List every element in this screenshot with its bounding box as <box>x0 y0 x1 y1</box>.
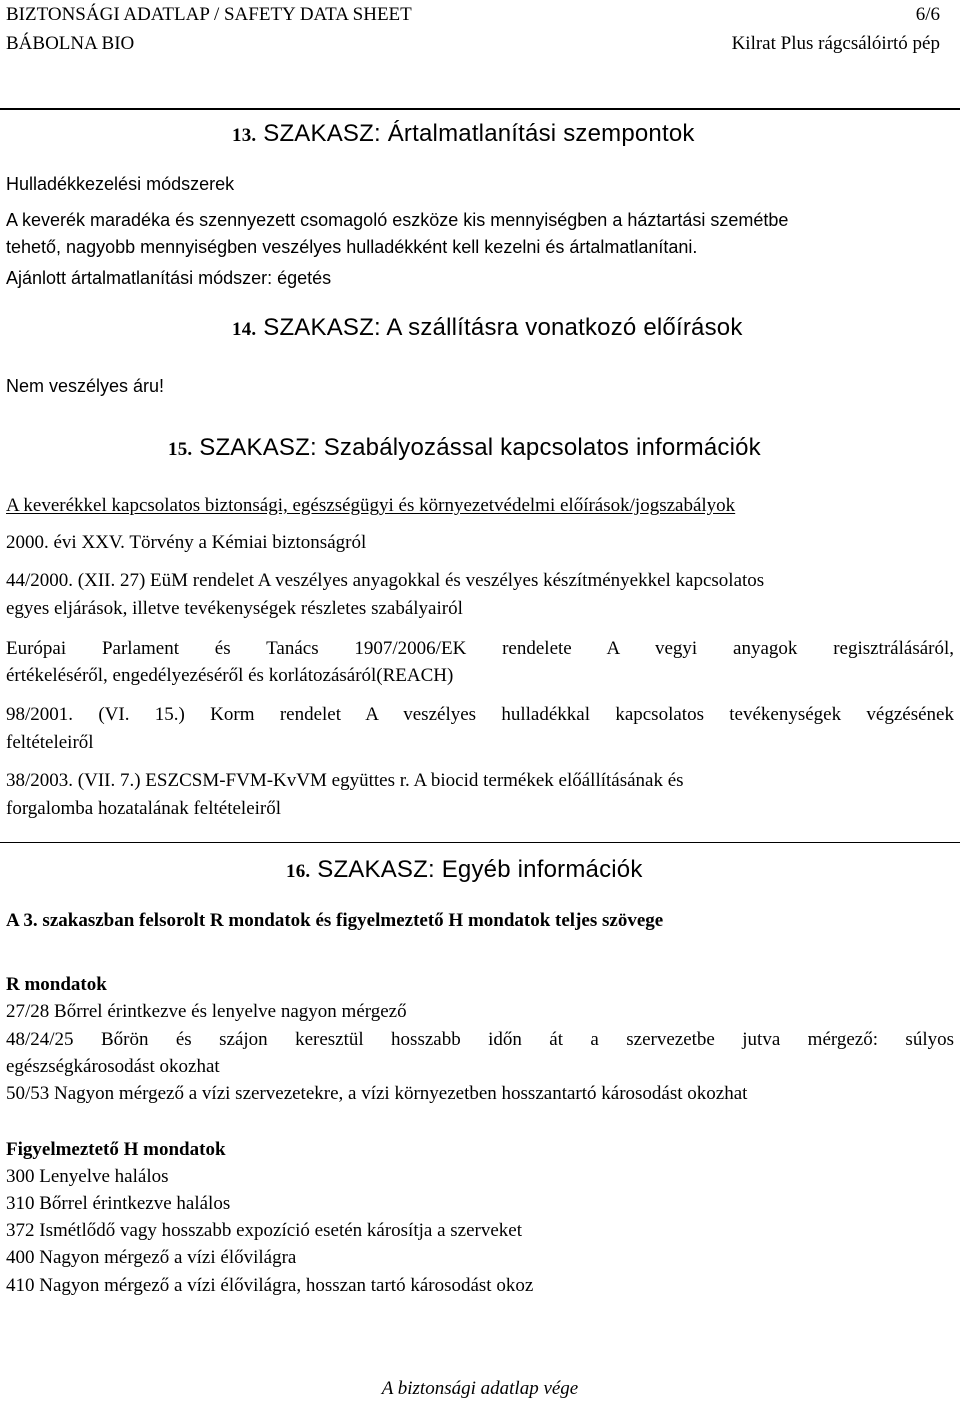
section-15-number: 15. <box>168 439 193 460</box>
transport-status: Nem veszélyes áru! <box>6 376 165 396</box>
header-rule <box>0 108 960 110</box>
law-4-line-2: feltételeiről <box>6 732 94 753</box>
r-phrase-1: 27/28 Bőrrel érintkezve és lenyelve nagyon mérgező <box>6 1001 407 1022</box>
section-15-rule <box>0 842 960 843</box>
section-13-title: SZAKASZ: Ártalmatlanítási szempontok <box>263 120 695 147</box>
header-product: Kilrat Plus rágcsálóirtó pép <box>731 33 940 54</box>
regulations-heading-text: A keverékkel kapcsolatos biztonsági, egészségügyi és környezetvédelmi előírások/jogszabályok <box>6 495 736 516</box>
waste-methods-label: Hulladékkezelési módszerek <box>6 174 235 194</box>
section-15-title: SZAKASZ: Szabályozással kapcsolatos információk <box>199 434 761 461</box>
h-phrase-410: 410 Nagyon mérgező a vízi élővilágra, hosszan tartó károsodást okoz <box>6 1275 534 1296</box>
law-3-line-1: Európai Parlament és Tanács 1907/2006/EK rendelete A vegyi anyagok regisztrálásáról, <box>6 638 954 659</box>
disposal-text-line-1: A keverék maradéka és szennyezett csomagoló eszköze kis mennyiségben a háztartási szemétbe <box>6 210 789 230</box>
header-doc-title: BIZTONSÁGI ADATLAP / SAFETY DATA SHEET <box>6 4 412 25</box>
page-number: 6/6 <box>915 4 940 25</box>
law-5-line-2: forgalomba hozatalának feltételeiről <box>6 798 282 819</box>
law-1: 2000. évi XXV. Törvény a Kémiai biztonságról <box>6 532 367 553</box>
section-16-heading <box>286 856 643 884</box>
regulations-heading <box>6 495 735 517</box>
section-15-heading <box>168 434 761 462</box>
h-phrase-300: 300 Lenyelve halálos <box>6 1166 169 1187</box>
h-phrase-400: 400 Nagyon mérgező a vízi élővilágra <box>6 1247 297 1268</box>
header-company: BÁBOLNA BIO <box>6 33 135 54</box>
law-2-line-2: egyes eljárások, illetve tevékenységek részletes szabályairól <box>6 598 463 619</box>
recommended-disposal-method: Ajánlott ártalmatlanítási módszer: égetés <box>6 268 332 288</box>
law-2-line-1: 44/2000. (XII. 27) EüM rendelet A veszélyes anyagokkal és veszélyes készítményekkel kapcsolatos <box>6 570 765 591</box>
phrases-intro: A 3. szakaszban felsorolt R mondatok és figyelmeztető H mondatok teljes szövege <box>6 910 664 931</box>
section-14-heading <box>232 314 743 342</box>
section-13-number: 13. <box>232 125 257 146</box>
h-phrase-310: 310 Bőrrel érintkezve halálos <box>6 1193 231 1214</box>
document-end-note: A biztonsági adatlap vége <box>381 1378 579 1399</box>
r-phrase-2-line-1: 48/24/25 Bőrön és szájon keresztül hosszabb időn át a szervezetbe jutva mérgező: súlyos <box>6 1029 954 1050</box>
r-phrase-3: 50/53 Nagyon mérgező a vízi szervezetekre, a vízi környezetben hosszantartó károsodást okozhat <box>6 1083 748 1104</box>
h-phrase-372: 372 Ismétlődő vagy hosszabb expozíció esetén károsítja a szerveket <box>6 1220 522 1241</box>
section-16-number: 16. <box>286 861 311 882</box>
section-14-number: 14. <box>232 319 257 340</box>
section-16-title: SZAKASZ: Egyéb információk <box>317 856 643 883</box>
law-3-line-2: értékeléséről, engedélyezéséről és korlátozásáról(REACH) <box>6 665 454 686</box>
section-13-heading <box>232 120 695 148</box>
disposal-text-line-2: tehető, nagyobb mennyiségben veszélyes hulladékként kell kezelni és ártalmatlanítani. <box>6 237 698 257</box>
section-14-title: SZAKASZ: A szállításra vonatkozó előírások <box>263 314 743 341</box>
r-phrase-2-line-2: egészségkárosodást okozhat <box>6 1056 220 1077</box>
r-phrases-heading: R mondatok <box>6 974 107 995</box>
law-5-line-1: 38/2003. (VII. 7.) ESZCSM-FVM-KvVM együttes r. A biocid termékek előállításának és <box>6 770 684 791</box>
law-4-line-1: 98/2001. (VI. 15.) Korm rendelet A veszélyes hulladékkal kapcsolatos tevékenységek végzésének <box>6 704 954 725</box>
h-phrases-heading: Figyelmeztető H mondatok <box>6 1139 226 1160</box>
